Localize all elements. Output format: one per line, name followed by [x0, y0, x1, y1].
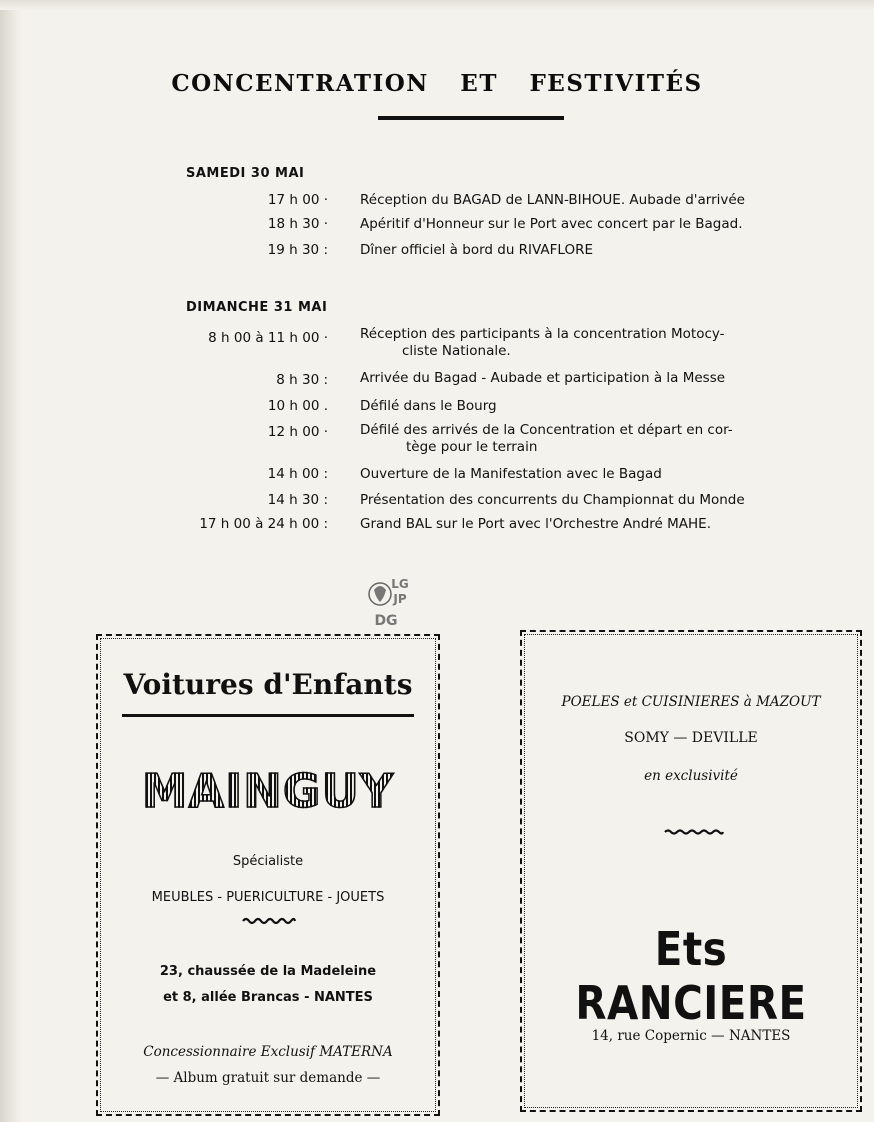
ad-mainguy-offer: — Album gratuit sur demande —	[155, 1070, 381, 1086]
ad-mainguy-dealer: Concessionnaire Exclusif MATERNA	[143, 1044, 393, 1060]
page-top-edge	[0, 0, 874, 10]
logo-line: JP	[393, 592, 407, 606]
schedule-time: 14 h 30 :	[267, 492, 328, 508]
schedule-event: Présentation des concurrents du Championnat du Monde	[360, 492, 745, 508]
schedule-event: Dîner officiel à bord du RIVAFLORE	[360, 242, 593, 258]
schedule-event: Réception des participants à la concentration Motocy-	[360, 326, 725, 342]
schedule-event: Ouverture de la Manifestation avec le Bagad	[360, 466, 662, 482]
ad-ranciere-company: Ets RANCIERE	[575, 922, 807, 1030]
saturday-heading: SAMEDI 30 MAI	[186, 166, 305, 181]
ad-mainguy-title: Voitures d'Enfants	[123, 668, 413, 701]
schedule-event: Réception du BAGAD de LANN-BIHOUE. Aubade d'arrivée	[360, 192, 745, 208]
ad-ranciere	[520, 630, 862, 1112]
squiggle-divider-icon	[664, 828, 724, 836]
schedule-time: 17 h 00 à 24 h 00 :	[199, 516, 328, 532]
schedule-event: Grand BAL sur le Port avec l'Orchestre André MAHE.	[360, 516, 711, 532]
schedule-time: 14 h 00 :	[267, 466, 328, 482]
schedule-time: 19 h 30 :	[267, 242, 328, 258]
ad-mainguy-products: MEUBLES - PUERICULTURE - JOUETS	[151, 890, 385, 905]
ad-ranciere-exclusive: en exclusivité	[644, 768, 738, 784]
logo-line: DG	[374, 613, 398, 629]
schedule-time: 8 h 00 à 11 h 00 ·	[208, 330, 328, 346]
schedule-time: 10 h 00 .	[267, 398, 328, 414]
ad-ranciere-brands: SOMY — DEVILLE	[624, 730, 758, 746]
ad-ranciere-address: 14, rue Copernic — NANTES	[591, 1028, 791, 1044]
ad-mainguy-address2: et 8, allée Brancas - NANTES	[163, 990, 373, 1005]
schedule-time: 17 h 00 ·	[267, 192, 328, 208]
squiggle-divider-icon	[242, 916, 296, 926]
schedule-time: 18 h 30 ·	[267, 216, 328, 232]
schedule-event-continuation: tège pour le terrain	[406, 439, 538, 455]
schedule-event: Défilé des arrivés de la Concentration et départ en cor-	[360, 422, 733, 438]
schedule-event-continuation: cliste Nationale.	[402, 343, 511, 359]
schedule-time: 12 h 00 ·	[267, 424, 328, 440]
schedule-event: Défilé dans le Bourg	[360, 398, 497, 414]
ad-mainguy	[96, 634, 440, 1116]
sunday-heading: DIMANCHE 31 MAI	[186, 300, 328, 315]
ad-mainguy-address1: 23, chaussée de la Madeleine	[159, 964, 377, 979]
page-binding-shadow	[0, 0, 22, 1122]
schedule-event: Arrivée du Bagad - Aubade et participation à la Messe	[360, 370, 726, 386]
logo-line: LG	[391, 577, 409, 591]
ad-mainguy-brand: MAINGUY	[98, 764, 438, 818]
ad-mainguy-specialty: Spécialiste	[232, 854, 304, 869]
watermark-logo	[364, 572, 422, 630]
page-title: CONCENTRATION ET FESTIVITÉS	[171, 70, 703, 97]
title-underline	[378, 116, 564, 120]
schedule-event: Apéritif d'Honneur sur le Port avec concert par le Bagad.	[360, 216, 743, 232]
ad-ranciere-headline: POELES et CUISINIERES à MAZOUT	[561, 694, 821, 710]
schedule-time: 8 h 30 :	[276, 372, 328, 388]
ad-mainguy-title-rule	[122, 714, 414, 717]
